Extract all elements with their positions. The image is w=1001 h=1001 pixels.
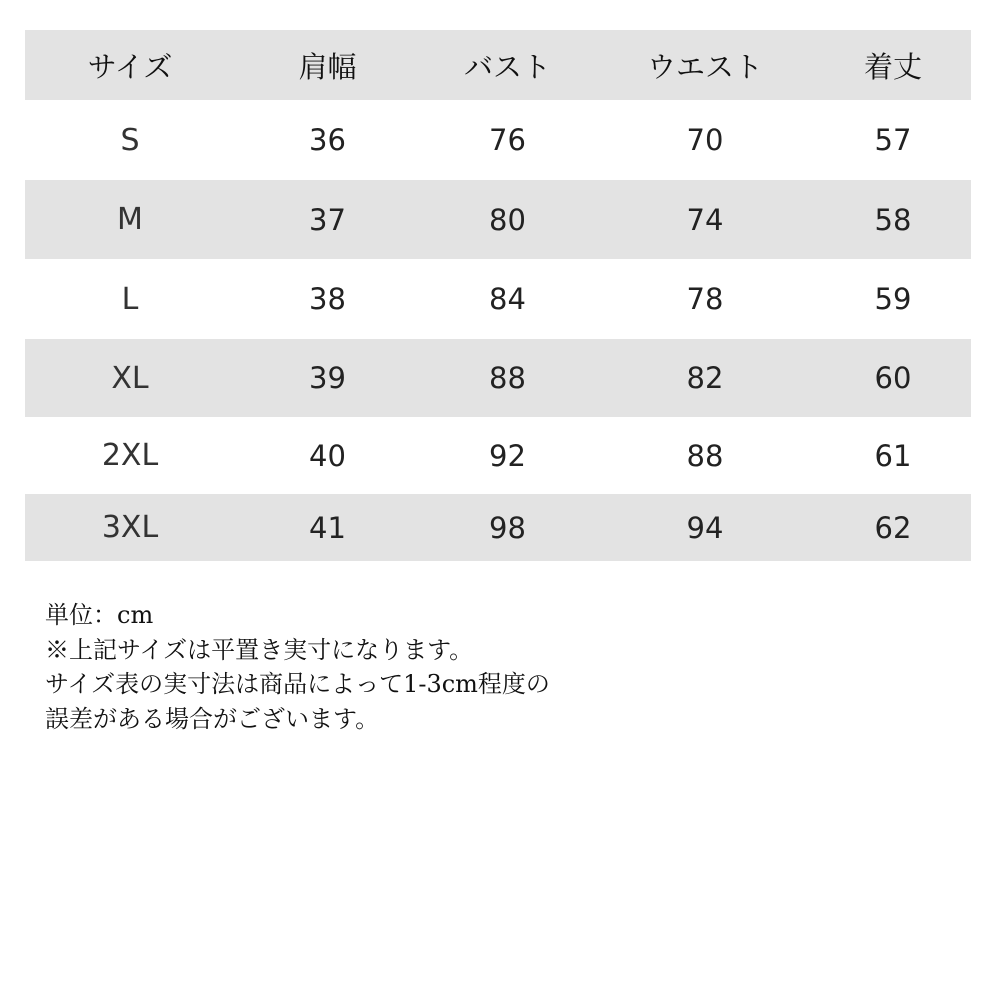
length-cell: 61 [874,438,912,473]
header-size: サイズ [87,49,173,84]
waist-cell: 78 [686,282,724,316]
table-row [25,339,971,417]
shoulder-cell: 38 [309,282,346,316]
bust-cell: 98 [489,510,526,545]
header-length: 着丈 [863,49,922,84]
table-row [25,100,971,180]
measurement-note: ※上記サイズは平置き実寸になります。 [45,635,474,664]
size-cell: M [117,202,143,237]
bust-cell: 88 [489,361,526,395]
shoulder-cell: 36 [309,123,346,157]
bust-cell: 92 [489,438,526,473]
size-notes [45,598,550,736]
table-header-row [25,30,971,100]
bust-cell: 76 [489,123,526,157]
size-chart-table [25,30,971,561]
size-cell: L [121,281,139,317]
waist-cell: 82 [686,361,724,395]
size-cell: 2XL [101,438,159,473]
table-row [25,259,971,339]
waist-cell: 70 [686,123,724,157]
unit-note: 単位：cm [45,601,154,629]
length-cell: 58 [874,202,912,237]
shoulder-cell: 40 [309,438,346,473]
table-row [25,180,971,259]
size-cell: XL [111,360,149,396]
shoulder-cell: 37 [309,202,346,237]
tolerance-note-continued: 誤差がある場合がございます。 [45,704,380,733]
bust-cell: 80 [489,202,526,237]
tolerance-note: サイズ表の実寸法は商品によって1-3cm程度の [45,670,550,698]
length-cell: 62 [874,510,912,545]
waist-cell: 74 [686,202,724,237]
waist-cell: 88 [686,438,724,473]
length-cell: 60 [874,361,912,395]
bust-cell: 84 [489,282,526,316]
shoulder-cell: 39 [309,361,346,395]
size-cell: 3XL [101,510,159,545]
length-cell: 59 [874,282,912,316]
header-waist: ウエスト [646,49,763,84]
size-cell: S [120,122,140,158]
header-shoulder-width: 肩幅 [298,49,357,84]
length-cell: 57 [874,123,912,157]
table-row [25,417,971,494]
table-row [25,494,971,561]
shoulder-cell: 41 [309,510,346,545]
waist-cell: 94 [686,510,724,545]
header-bust: バスト [463,49,551,84]
